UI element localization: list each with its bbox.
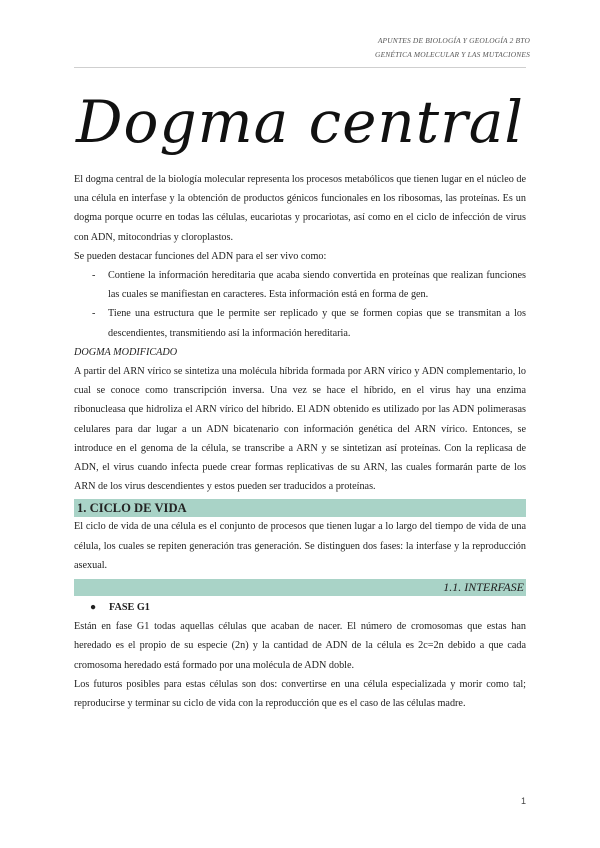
ciclo-de-vida-paragraph: El ciclo de vida de una célula es el conjunto de procesos que tienen lugar a lo largo del tiempo de vida de una célula, los cuales se repiten generación tras generación. Se distinguen dos fases: la interfase y la reproducción asexual.	[74, 521, 526, 571]
phase-list	[74, 598, 526, 617]
page-title: Dogma central	[76, 88, 524, 156]
page-header	[375, 34, 530, 62]
function-item: - Tiene una estructura que le permite ser replicado y que se formen copias que se transmitan a los descendientes, transmitiendo así la información hereditaria.	[74, 304, 526, 342]
bullet-icon: ●	[90, 602, 97, 614]
document-body	[74, 170, 526, 713]
page-number: 1	[520, 796, 526, 806]
function-item: - Contiene la información hereditaria que acaba siendo convertida en proteínas que realizan funciones las cuales se manifiestan en caracteres. Esta información está en forma de gen.	[74, 266, 526, 304]
phase-g1-futures-paragraph: Los futuros posibles para estas células son dos: convertirse en una célula especializada y morir como tal; reproducirse y terminar su ciclo de vida con la reproducción que es el caso de las células madre.	[74, 678, 526, 710]
phase-g1-label: FASE G1	[109, 602, 150, 614]
phase-g1-paragraph: Están en fase G1 todas aquellas células que acaban de nacer. El número de cromosomas que estas han heredado es el propio de su especie (2n) y la cantidad de ADN de la célula es 2c=2n debido a que cada cromosoma heredado está formado por una molécula de ADN doble.	[74, 621, 526, 671]
modified-dogma-paragraph: A partir del ARN vírico se sintetiza una molécula híbrida formada por ARN vírico y ADN complementario, lo cual se conoce como transcripción inversa. Una vez se hace el híbrido, en el virus hay una enzima ribonucleasa que hidroliza el ARN vírico del híbrido. El ADN obtenido es utilizado por las ADN polimerasas celulares para dar lugar a un ADN bicatenario con información genética del ARN vírico. Entonces, se introduce en el genoma de la célula, se transcribe a ARN y se sintetizan así proteínas. Con la replicasa de ADN, el virus cuando infecta puede crear formas replicativas de su ARN, las cuales formarán parte de los ARN de los virus descendientes y estos pueden ser traducidos a proteínas.	[74, 366, 526, 493]
header-divider	[74, 67, 526, 68]
functions-list	[74, 266, 526, 343]
header-course: APUNTES DE BIOLOGÍA Y GEOLOGÍA 2 BTO	[377, 36, 530, 45]
subsection-heading-interfase: 1.1. INTERFASE	[74, 579, 526, 596]
modified-dogma-heading: DOGMA MODIFICADO	[74, 346, 178, 358]
functions-intro: Se pueden destacar funciones del ADN para el ser vivo como:	[74, 250, 327, 262]
phase-g1-heading	[74, 598, 526, 617]
intro-paragraph: El dogma central de la biología molecular representa los procesos metabólicos que tienen lugar en el núcleo de una célula en interfase y la obtención de productos génicos funcionales en los ribosomas, las proteínas. Es un dogma porque ocurre en todas las células, eucariotas y procariotas, así como en el ciclo de infección de virus con ADN, mitocondrias y cloroplastos.	[74, 174, 526, 243]
header-topic: GENÉTICA MOLECULAR Y LAS MUTACIONES	[375, 50, 530, 59]
section-heading-ciclo-de-vida: 1. CICLO DE VIDA	[74, 499, 526, 517]
